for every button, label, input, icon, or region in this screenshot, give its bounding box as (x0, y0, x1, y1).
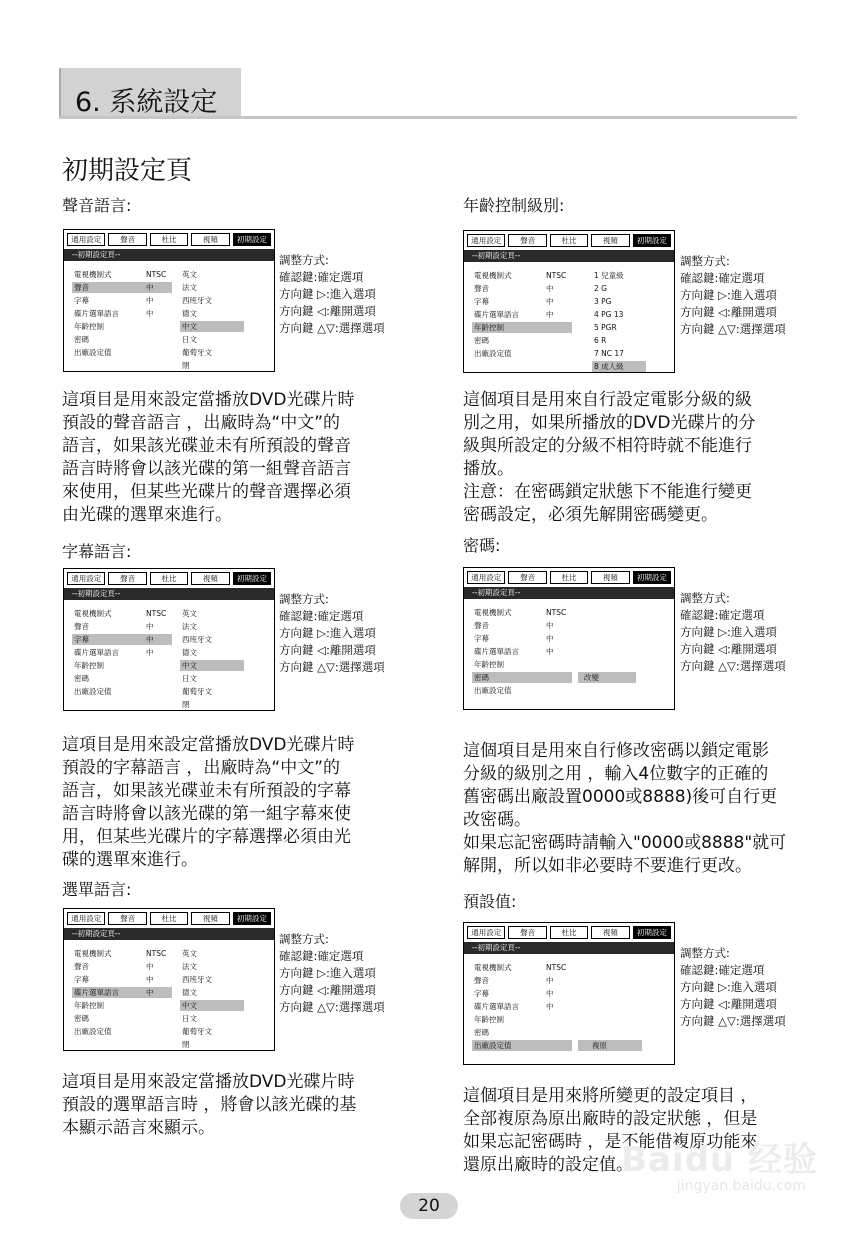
osd-tab: 通用設定 (467, 234, 505, 247)
osd-menu (63, 908, 275, 1051)
osd-tab: 通用設定 (467, 571, 505, 584)
osd-item: 年齡控制 (74, 322, 104, 331)
osd-title-bar: --初期設定頁-- (64, 249, 274, 261)
page-number: 20 (400, 1193, 458, 1219)
osd-tab: 初期設定 (233, 912, 271, 925)
osd-item: 字幕 (72, 634, 172, 645)
adjust-title: 調整方式: (680, 254, 730, 268)
osd-option: 法文 (182, 283, 197, 292)
osd-title-bar: --初期設定頁-- (64, 588, 274, 600)
description-line: 改密碼。 (463, 810, 531, 830)
section-heading: 年齡控制級別: (463, 196, 565, 215)
osd-item: 碟片選單語言 (72, 987, 172, 998)
adjust-title: 調整方式: (279, 253, 329, 267)
osd-menu (63, 568, 275, 711)
description-line: 語言時將會以該光碟的第一組聲音語言 (62, 459, 351, 479)
osd-tab: 通用設定 (67, 912, 105, 925)
osd-title-bar: --初期設定頁-- (64, 928, 274, 940)
section-description (62, 389, 355, 527)
osd-item-value: 中 (146, 975, 154, 984)
osd-option: 英文 (182, 949, 197, 958)
osd-tab-bar (64, 569, 274, 588)
osd-tab: 聲音 (508, 571, 546, 584)
osd-option: 改變 (578, 672, 636, 683)
description-line: 級與所設定的分級不相符時就不能進行 (463, 436, 752, 456)
osd-item: 年齡控制 (74, 1001, 104, 1010)
description-line: 別之用，如果所播放的DVD光碟片的分 (463, 413, 756, 433)
osd-item-value: 中 (546, 989, 554, 998)
adjust-instructions (279, 591, 385, 676)
osd-item-value: NTSC (146, 949, 167, 958)
watermark-url: jingyan.baidu.com (676, 1178, 806, 1194)
description-line: 這項目是用來設定當播放DVD光碟片時 (62, 390, 355, 410)
adjust-line: 方向鍵 △▽:選擇選項 (680, 1014, 786, 1028)
osd-option: 1 兒童級 (594, 271, 624, 280)
section-heading: 聲音語言: (62, 196, 132, 215)
description-line: 還原出廠時的設定值。 (463, 1155, 633, 1175)
osd-option: 法文 (182, 962, 197, 971)
adjust-line: 方向鍵 ◁:離開選項 (680, 997, 777, 1011)
osd-tab: 聲音 (508, 234, 546, 247)
osd-item-value: 中 (546, 284, 554, 293)
adjust-line: 確認鍵:確定選項 (279, 270, 364, 284)
osd-tab: 視頻 (191, 572, 229, 585)
osd-tab: 杜比 (150, 572, 188, 585)
osd-option: 日文 (182, 1014, 197, 1023)
adjust-line: 方向鍵 ▷:進入選項 (680, 625, 777, 639)
osd-item: 密碼 (74, 674, 89, 683)
osd-tab: 初期設定 (633, 234, 671, 247)
osd-option: 葡萄牙文 (182, 687, 212, 696)
osd-body (464, 262, 674, 372)
adjust-line: 方向鍵 ▷:進入選項 (279, 966, 376, 980)
osd-item: 字幕 (474, 297, 489, 306)
osd-item-value: 中 (146, 309, 154, 318)
osd-tab: 通用設定 (67, 572, 105, 585)
osd-item-value: NTSC (546, 271, 567, 280)
osd-option: 7 NC 17 (594, 349, 624, 358)
osd-item: 碟片選單語言 (474, 310, 519, 319)
description-line: 來使用，但某些光碟片的聲音選擇必須 (62, 482, 351, 502)
osd-item: 出廠設定值 (472, 1040, 572, 1051)
description-line: 碟的選單來進行。 (62, 850, 198, 870)
description-line: 本顯示語言來顯示。 (62, 1118, 215, 1138)
osd-item: 字幕 (474, 989, 489, 998)
osd-item: 出廠設定值 (74, 1027, 112, 1036)
osd-tab-bar (64, 230, 274, 249)
osd-option: 複原 (578, 1040, 642, 1051)
osd-item: 聲音 (474, 621, 489, 630)
adjust-instructions (680, 253, 786, 338)
osd-tab: 杜比 (550, 571, 588, 584)
osd-item: 碟片選單語言 (74, 309, 119, 318)
section-heading: 密碼: (463, 536, 501, 555)
osd-item: 出廠設定值 (74, 348, 112, 357)
osd-item-value: 中 (146, 296, 154, 305)
osd-option: 6 R (594, 336, 607, 345)
osd-item: 出廠設定值 (474, 686, 512, 695)
osd-option: 西班牙文 (182, 975, 212, 984)
osd-tab: 杜比 (550, 234, 588, 247)
adjust-line: 方向鍵 ▷:進入選項 (680, 980, 777, 994)
osd-option: 法文 (182, 622, 197, 631)
description-line: 這項目是用來設定當播放DVD光碟片時 (62, 735, 355, 755)
osd-item: 聲音 (72, 282, 172, 293)
osd-body (64, 600, 274, 710)
osd-tab-bar (464, 568, 674, 587)
osd-menu (63, 229, 275, 372)
watermark-logo: Baidu 经验 (621, 1140, 818, 1180)
description-line: 預設的聲音語言 ，出廠時為“中文”的 (62, 413, 341, 433)
osd-tab: 杜比 (550, 926, 588, 939)
adjust-title: 調整方式: (680, 946, 730, 960)
adjust-line: 確認鍵:確定選項 (680, 271, 765, 285)
description-line: 全部複原為原出廠時的設定狀態 ，但是 (463, 1109, 758, 1129)
osd-tab: 視頻 (591, 234, 629, 247)
adjust-instructions (279, 252, 385, 337)
osd-item: 出廠設定值 (474, 349, 512, 358)
adjust-line: 方向鍵 ◁:離開選項 (279, 643, 376, 657)
description-line: 預設的字幕語言 ，出廠時為“中文”的 (62, 758, 341, 778)
osd-option: 德文 (182, 648, 197, 657)
osd-option: 中文 (180, 321, 244, 332)
osd-item: 年齡控制 (472, 322, 572, 333)
osd-option: 西班牙文 (182, 296, 212, 305)
osd-item-value: NTSC (546, 963, 567, 972)
osd-tab: 杜比 (150, 912, 188, 925)
osd-item: 碟片選單語言 (474, 1002, 519, 1011)
osd-title-bar: --初期設定頁-- (464, 250, 674, 262)
description-line: 分級的級別之用 ，輸入4位數字的正確的 (463, 764, 769, 784)
osd-item-value: 中 (546, 634, 554, 643)
osd-tab: 初期設定 (633, 926, 671, 939)
osd-tab: 聲音 (108, 233, 146, 246)
osd-option: 3 PG (594, 297, 612, 306)
adjust-line: 確認鍵:確定選項 (279, 609, 364, 623)
osd-tab-bar (64, 909, 274, 928)
osd-item-value: 中 (546, 297, 554, 306)
osd-option: 2 G (594, 284, 607, 293)
osd-item: 電視機制式 (74, 270, 112, 279)
osd-body (464, 954, 674, 1064)
osd-menu (463, 567, 675, 710)
osd-item-value: NTSC (146, 609, 167, 618)
description-line: 這個項目是用來將所變更的設定項目 ， (463, 1086, 758, 1106)
description-line: 用，但某些光碟片的字幕選擇必須由光 (62, 827, 351, 847)
osd-tab: 聲音 (108, 912, 146, 925)
adjust-line: 確認鍵:確定選項 (680, 608, 765, 622)
adjust-line: 方向鍵 △▽:選擇選項 (680, 322, 786, 336)
description-line: 解開，所以如非必要時不要進行更改。 (463, 856, 752, 876)
adjust-line: 方向鍵 △▽:選擇選項 (680, 659, 786, 673)
osd-item-value: 中 (146, 988, 154, 997)
osd-item: 年齡控制 (474, 1015, 504, 1024)
osd-option: 西班牙文 (182, 635, 212, 644)
section-description (463, 389, 756, 527)
section-description (62, 734, 355, 872)
osd-option: 英文 (182, 270, 197, 279)
description-line: 注意：在密碼鎖定狀態下不能進行變更 (463, 482, 752, 502)
osd-option: 中文 (180, 1000, 244, 1011)
osd-option: 中文 (180, 660, 244, 671)
adjust-line: 方向鍵 ▷:進入選項 (680, 288, 777, 302)
osd-item-value: 中 (546, 647, 554, 656)
adjust-instructions (680, 945, 786, 1030)
description-line: 密碼設定，必須先解開密碼變更。 (463, 505, 718, 525)
description-line: 語言時將會以該光碟的第一組字幕來使 (62, 804, 351, 824)
osd-option: 德文 (182, 309, 197, 318)
adjust-line: 方向鍵 ▷:進入選項 (279, 626, 376, 640)
osd-item-value: 中 (546, 976, 554, 985)
osd-tab: 通用設定 (67, 233, 105, 246)
adjust-line: 方向鍵 △▽:選擇選項 (279, 660, 385, 674)
osd-tab: 初期設定 (233, 233, 271, 246)
osd-item: 字幕 (74, 296, 89, 305)
osd-option: 葡萄牙文 (182, 1027, 212, 1036)
osd-item: 電視機制式 (74, 949, 112, 958)
adjust-title: 調整方式: (680, 591, 730, 605)
osd-option: 閉 (182, 361, 190, 370)
osd-tab: 通用設定 (467, 926, 505, 939)
adjust-line: 方向鍵 ◁:離開選項 (680, 642, 777, 656)
osd-option: 日文 (182, 674, 197, 683)
adjust-line: 方向鍵 △▽:選擇選項 (279, 321, 385, 335)
osd-item-value: 中 (146, 283, 154, 292)
adjust-title: 調整方式: (279, 592, 329, 606)
osd-item: 密碼 (474, 1028, 489, 1037)
osd-tab: 聲音 (108, 572, 146, 585)
osd-body (464, 599, 674, 709)
osd-item: 聲音 (74, 962, 89, 971)
osd-item: 密碼 (74, 1014, 89, 1023)
osd-tab: 初期設定 (633, 571, 671, 584)
osd-item: 碟片選單語言 (474, 647, 519, 656)
osd-item: 密碼 (472, 672, 572, 683)
description-line: 這項目是用來設定當播放DVD光碟片時 (62, 1072, 355, 1092)
adjust-line: 方向鍵 ◁:離開選項 (279, 983, 376, 997)
osd-body (64, 940, 274, 1050)
osd-item: 年齡控制 (474, 660, 504, 669)
osd-tab: 杜比 (150, 233, 188, 246)
osd-tab: 視頻 (191, 233, 229, 246)
osd-option: 8 成人級 (592, 361, 646, 372)
osd-item: 聲音 (474, 976, 489, 985)
osd-option: 4 PG 13 (594, 310, 624, 319)
osd-item: 出廠設定值 (74, 687, 112, 696)
description-line: 預設的選單語言時 ，將會以該光碟的基 (62, 1095, 357, 1115)
adjust-line: 確認鍵:確定選項 (680, 963, 765, 977)
osd-item: 密碼 (74, 335, 89, 344)
section-heading: 預設值: (463, 892, 517, 911)
adjust-instructions (680, 590, 786, 675)
osd-item: 聲音 (74, 622, 89, 631)
adjust-instructions (279, 931, 385, 1016)
section-description (463, 740, 786, 878)
osd-item-value: 中 (146, 648, 154, 657)
osd-tab-bar (464, 231, 674, 250)
osd-item-value: 中 (146, 962, 154, 971)
section-title: 6. 系統設定 (75, 87, 218, 118)
osd-item: 電視機制式 (474, 963, 512, 972)
description-line: 這個項目是用來自行設定電影分級的級 (463, 390, 752, 410)
osd-tab: 視頻 (591, 926, 629, 939)
osd-tab: 初期設定 (233, 572, 271, 585)
osd-option: 英文 (182, 609, 197, 618)
osd-item-value: 中 (146, 622, 154, 631)
description-line: 播放。 (463, 459, 514, 479)
osd-item-value: 中 (546, 310, 554, 319)
osd-item: 電視機制式 (474, 271, 512, 280)
description-line: 語言，如果該光碟並未有所預設的聲音 (62, 436, 351, 456)
osd-title-bar: --初期設定頁-- (464, 942, 674, 954)
page-title: 初期設定頁 (62, 156, 193, 186)
osd-tab: 視頻 (591, 571, 629, 584)
osd-option: 德文 (182, 988, 197, 997)
adjust-title: 調整方式: (279, 932, 329, 946)
section-description (62, 1071, 356, 1140)
osd-item: 電視機制式 (74, 609, 112, 618)
osd-title-bar: --初期設定頁-- (464, 587, 674, 599)
osd-item: 字幕 (474, 634, 489, 643)
adjust-line: 方向鍵 ▷:進入選項 (279, 287, 376, 301)
osd-item-value: 中 (146, 635, 154, 644)
adjust-line: 方向鍵 △▽:選擇選項 (279, 1000, 385, 1014)
osd-item-value: 中 (546, 1002, 554, 1011)
adjust-line: 確認鍵:確定選項 (279, 949, 364, 963)
osd-item: 電視機制式 (474, 608, 512, 617)
adjust-line: 方向鍵 ◁:離開選項 (680, 305, 777, 319)
osd-item: 聲音 (474, 284, 489, 293)
osd-body (64, 261, 274, 371)
osd-tab: 視頻 (191, 912, 229, 925)
osd-option: 5 PGR (594, 323, 617, 332)
osd-item-value: 中 (546, 621, 554, 630)
osd-item: 密碼 (474, 336, 489, 345)
osd-tab: 聲音 (508, 926, 546, 939)
description-line: 語言，如果該光碟並未有所預設的字幕 (62, 781, 351, 801)
adjust-line: 方向鍵 ◁:離開選項 (279, 304, 376, 318)
section-heading: 選單語言: (62, 880, 132, 899)
description-line: 如果忘記密碼時 ，是不能借複原功能來 (463, 1132, 758, 1152)
osd-option: 閉 (182, 1040, 190, 1049)
osd-item-value: NTSC (146, 270, 167, 279)
description-line: 舊密碼出廠設置0000或8888)後可自行更 (463, 787, 778, 807)
osd-option: 閉 (182, 700, 190, 709)
description-line: 由光碟的選單來進行。 (62, 505, 232, 525)
section-heading: 字幕語言: (62, 542, 132, 561)
osd-item: 字幕 (74, 975, 89, 984)
osd-tab-bar (464, 923, 674, 942)
osd-menu (463, 922, 675, 1065)
osd-option: 日文 (182, 335, 197, 344)
osd-menu (463, 230, 675, 373)
description-line: 如果忘記密碼時請輸入"0000或8888"就可 (463, 833, 787, 853)
osd-item: 年齡控制 (74, 661, 104, 670)
description-line: 這個項目是用來自行修改密碼以鎖定電影 (463, 741, 769, 761)
osd-option: 葡萄牙文 (182, 348, 212, 357)
osd-item: 碟片選單語言 (74, 648, 119, 657)
osd-item-value: NTSC (546, 608, 567, 617)
